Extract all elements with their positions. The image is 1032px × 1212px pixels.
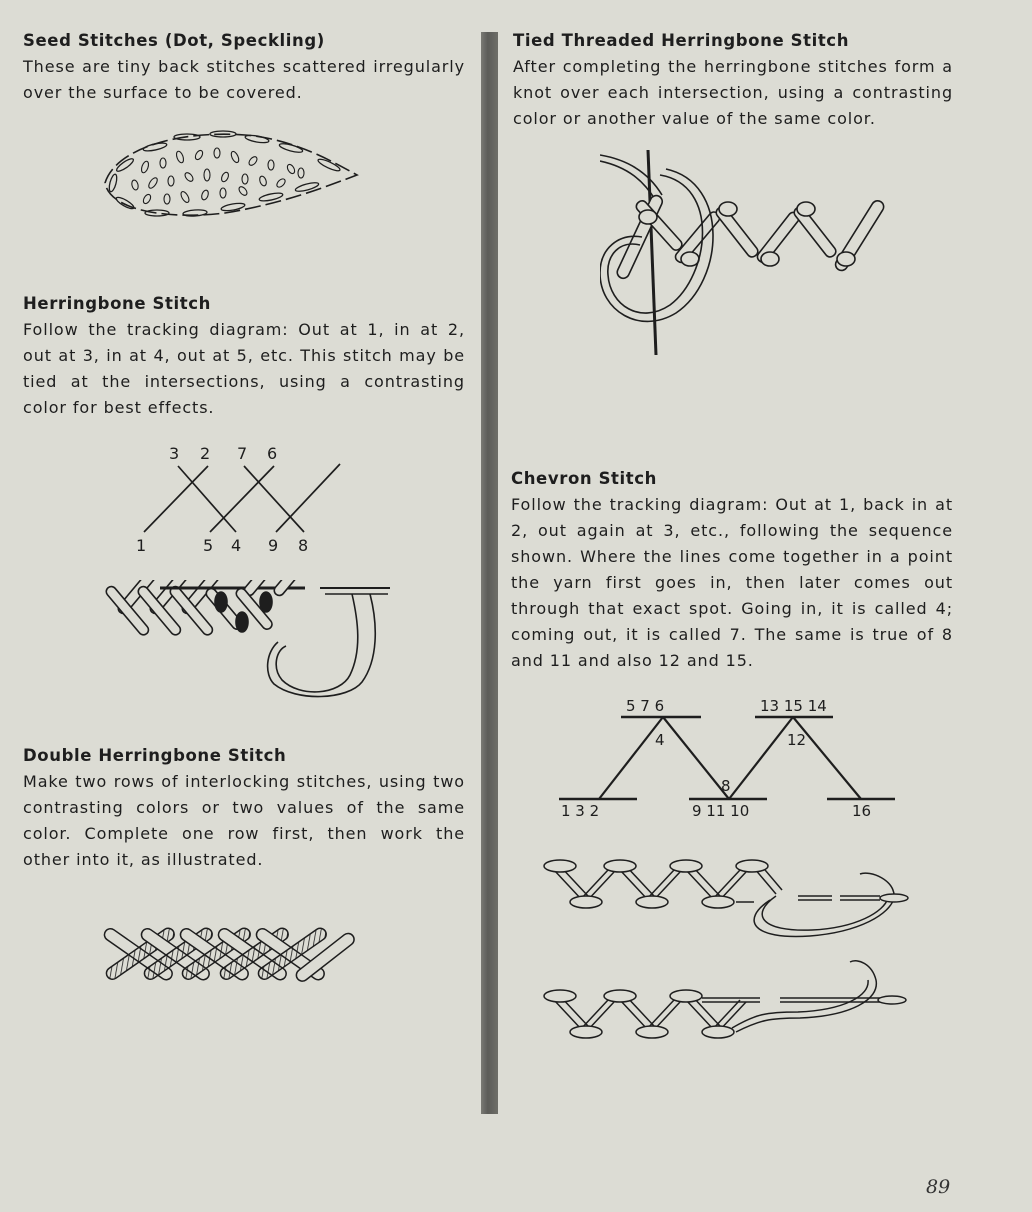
tied-threaded-section (513, 28, 953, 132)
chevron-label-bottom-mid: 9 11 10 (692, 802, 750, 820)
tied-threaded-title: Tied Threaded Herringbone Stitch (513, 31, 850, 50)
diagram-label-3: 3 (169, 444, 180, 463)
seed-stitch-text: These are tiny back stitches scattered irregularly over the surface to be covered. (23, 57, 465, 102)
seed-stitch-illustration (95, 125, 365, 220)
chevron-label-12: 12 (787, 731, 807, 749)
chevron-label-bottom-left: 1 3 2 (561, 802, 600, 820)
herringbone-illustration (100, 580, 395, 700)
herringbone-text: Follow the tracking diagram: Out at 1, in at 2, out at 3, in at 4, out at 5, etc. This stitch may be tied at the intersections, using a contrasting color for best effects. (23, 320, 465, 417)
chevron-label-8: 8 (721, 777, 731, 795)
tied-threaded-text: After completing the herringbone stitches form a knot over each intersection, using a contrasting color or another value of the same color. (513, 57, 953, 128)
chevron-label-top-left: 5 7 6 (626, 697, 665, 715)
herringbone-tracking-diagram (130, 440, 360, 560)
chevron-tracking-diagram (555, 695, 900, 825)
seed-stitch-section (23, 28, 465, 106)
chevron-label-4: 4 (655, 731, 665, 749)
diagram-label-8: 8 (298, 536, 309, 555)
double-herringbone-text: Make two rows of interlocking stitches, using two contrasting colors or two values of the same color. Complete one row first, then work the other into it, as illustrated. (23, 772, 465, 869)
diagram-label-1: 1 (136, 536, 147, 555)
diagram-label-5: 5 (203, 536, 214, 555)
herringbone-section (23, 291, 465, 421)
chevron-illustration (540, 850, 920, 1050)
diagram-label-6: 6 (267, 444, 278, 463)
column-divider (481, 32, 498, 1114)
chevron-label-16: 16 (852, 802, 872, 820)
chevron-title: Chevron Stitch (511, 469, 658, 488)
diagram-label-7: 7 (237, 444, 248, 463)
double-herringbone-title: Double Herringbone Stitch (23, 746, 287, 765)
diagram-label-4: 4 (231, 536, 242, 555)
tied-threaded-illustration (600, 145, 900, 360)
chevron-section (511, 466, 953, 674)
double-herringbone-illustration (100, 915, 390, 995)
chevron-text: Follow the tracking diagram: Out at 1, back in at 2, out again at 3, etc., following the sequence shown. Where the lines come together in a point the yarn first goes in, then later comes out through that exact spot. Going in, it is called 4; coming out, it is called 7. The same is true of 8 and 11 and also 12 and 15. (511, 495, 953, 670)
chevron-label-top-right: 13 15 14 (760, 697, 827, 715)
double-herringbone-section (23, 743, 465, 873)
page-number: 89 (926, 1176, 951, 1198)
seed-stitch-title: Seed Stitches (Dot, Speckling) (23, 31, 325, 50)
diagram-label-9: 9 (268, 536, 279, 555)
diagram-label-2: 2 (200, 444, 211, 463)
herringbone-title: Herringbone Stitch (23, 294, 211, 313)
